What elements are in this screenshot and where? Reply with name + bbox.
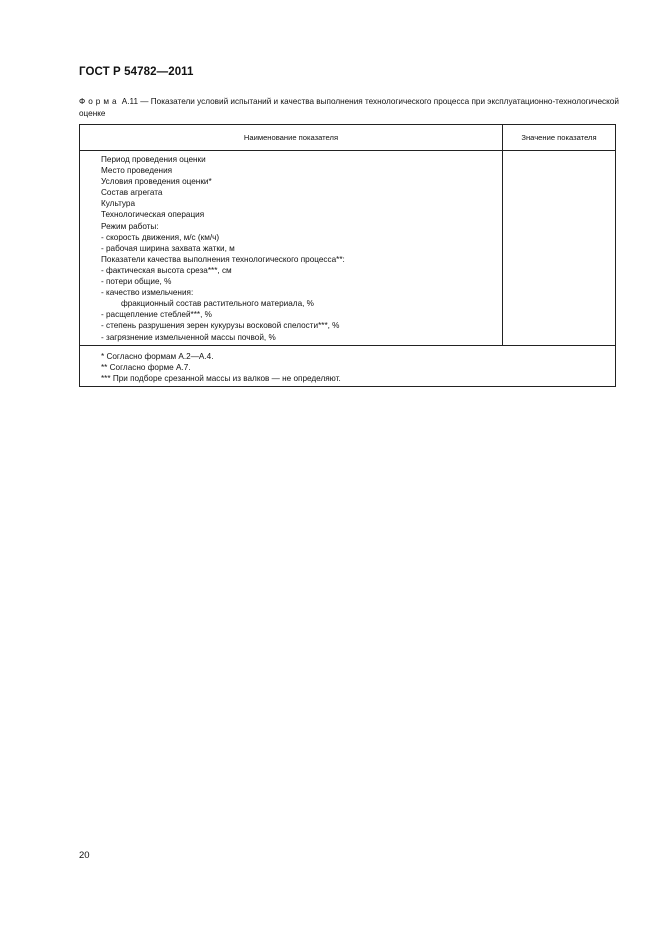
list-item: Условия проведения оценки* <box>101 177 212 187</box>
list-item: Период проведения оценки <box>101 155 206 164</box>
form-caption <box>79 96 619 120</box>
form-word: Форма <box>79 97 120 106</box>
list-item: - качество измельчения: <box>101 288 194 298</box>
list-item: Место проведения <box>101 166 173 176</box>
footnote: ** Согласно форме А.7. <box>101 362 191 372</box>
list-item: - загрязнение измельченной массы почвой, % <box>101 332 276 342</box>
page-number: 20 <box>79 850 90 861</box>
list-item: Состав агрегата <box>101 188 163 198</box>
table-notes-row <box>80 345 616 386</box>
indicators-list-cell <box>80 151 503 346</box>
list-item: - расщепление стеблей***, % <box>101 310 212 320</box>
table-row <box>80 151 616 346</box>
table-header-row <box>80 125 616 151</box>
list-item: фракционный состав растительного материала, % <box>121 299 314 309</box>
form-caption-text: А.11 — Показатели условий испытаний и качества выполнения технологического процесса при эксплуатационно-технологической оценке <box>79 97 619 118</box>
footnote: *** При подборе срезанной массы из валков — не определяют. <box>101 373 341 383</box>
list-item: - фактическая высота среза***, см <box>101 265 232 275</box>
list-item: Технологическая операция <box>101 210 205 220</box>
list-item: Показатели качества выполнения технологического процесса**: <box>101 254 345 264</box>
list-item: - степень разрушения зерен кукурузы восковой спелости***, % <box>101 321 340 331</box>
list-item: Режим работы: <box>101 221 159 231</box>
column-header-indicator-name: Наименование показателя <box>80 125 503 151</box>
column-header-indicator-value: Значение показателя <box>503 125 616 151</box>
document-standard-title: ГОСТ Р 54782—2011 <box>79 66 194 78</box>
list-item: - рабочая ширина захвата жатки, м <box>101 243 235 253</box>
list-item: - скорость движения, м/с (км/ч) <box>101 232 220 242</box>
indicator-values-cell <box>503 151 616 346</box>
indicators-table <box>79 124 616 387</box>
list-item: Культура <box>101 199 136 209</box>
footnote: * Согласно формам А.2—А.4. <box>101 351 214 361</box>
list-item: - потери общие, % <box>101 277 172 287</box>
footnotes-cell <box>80 345 616 386</box>
